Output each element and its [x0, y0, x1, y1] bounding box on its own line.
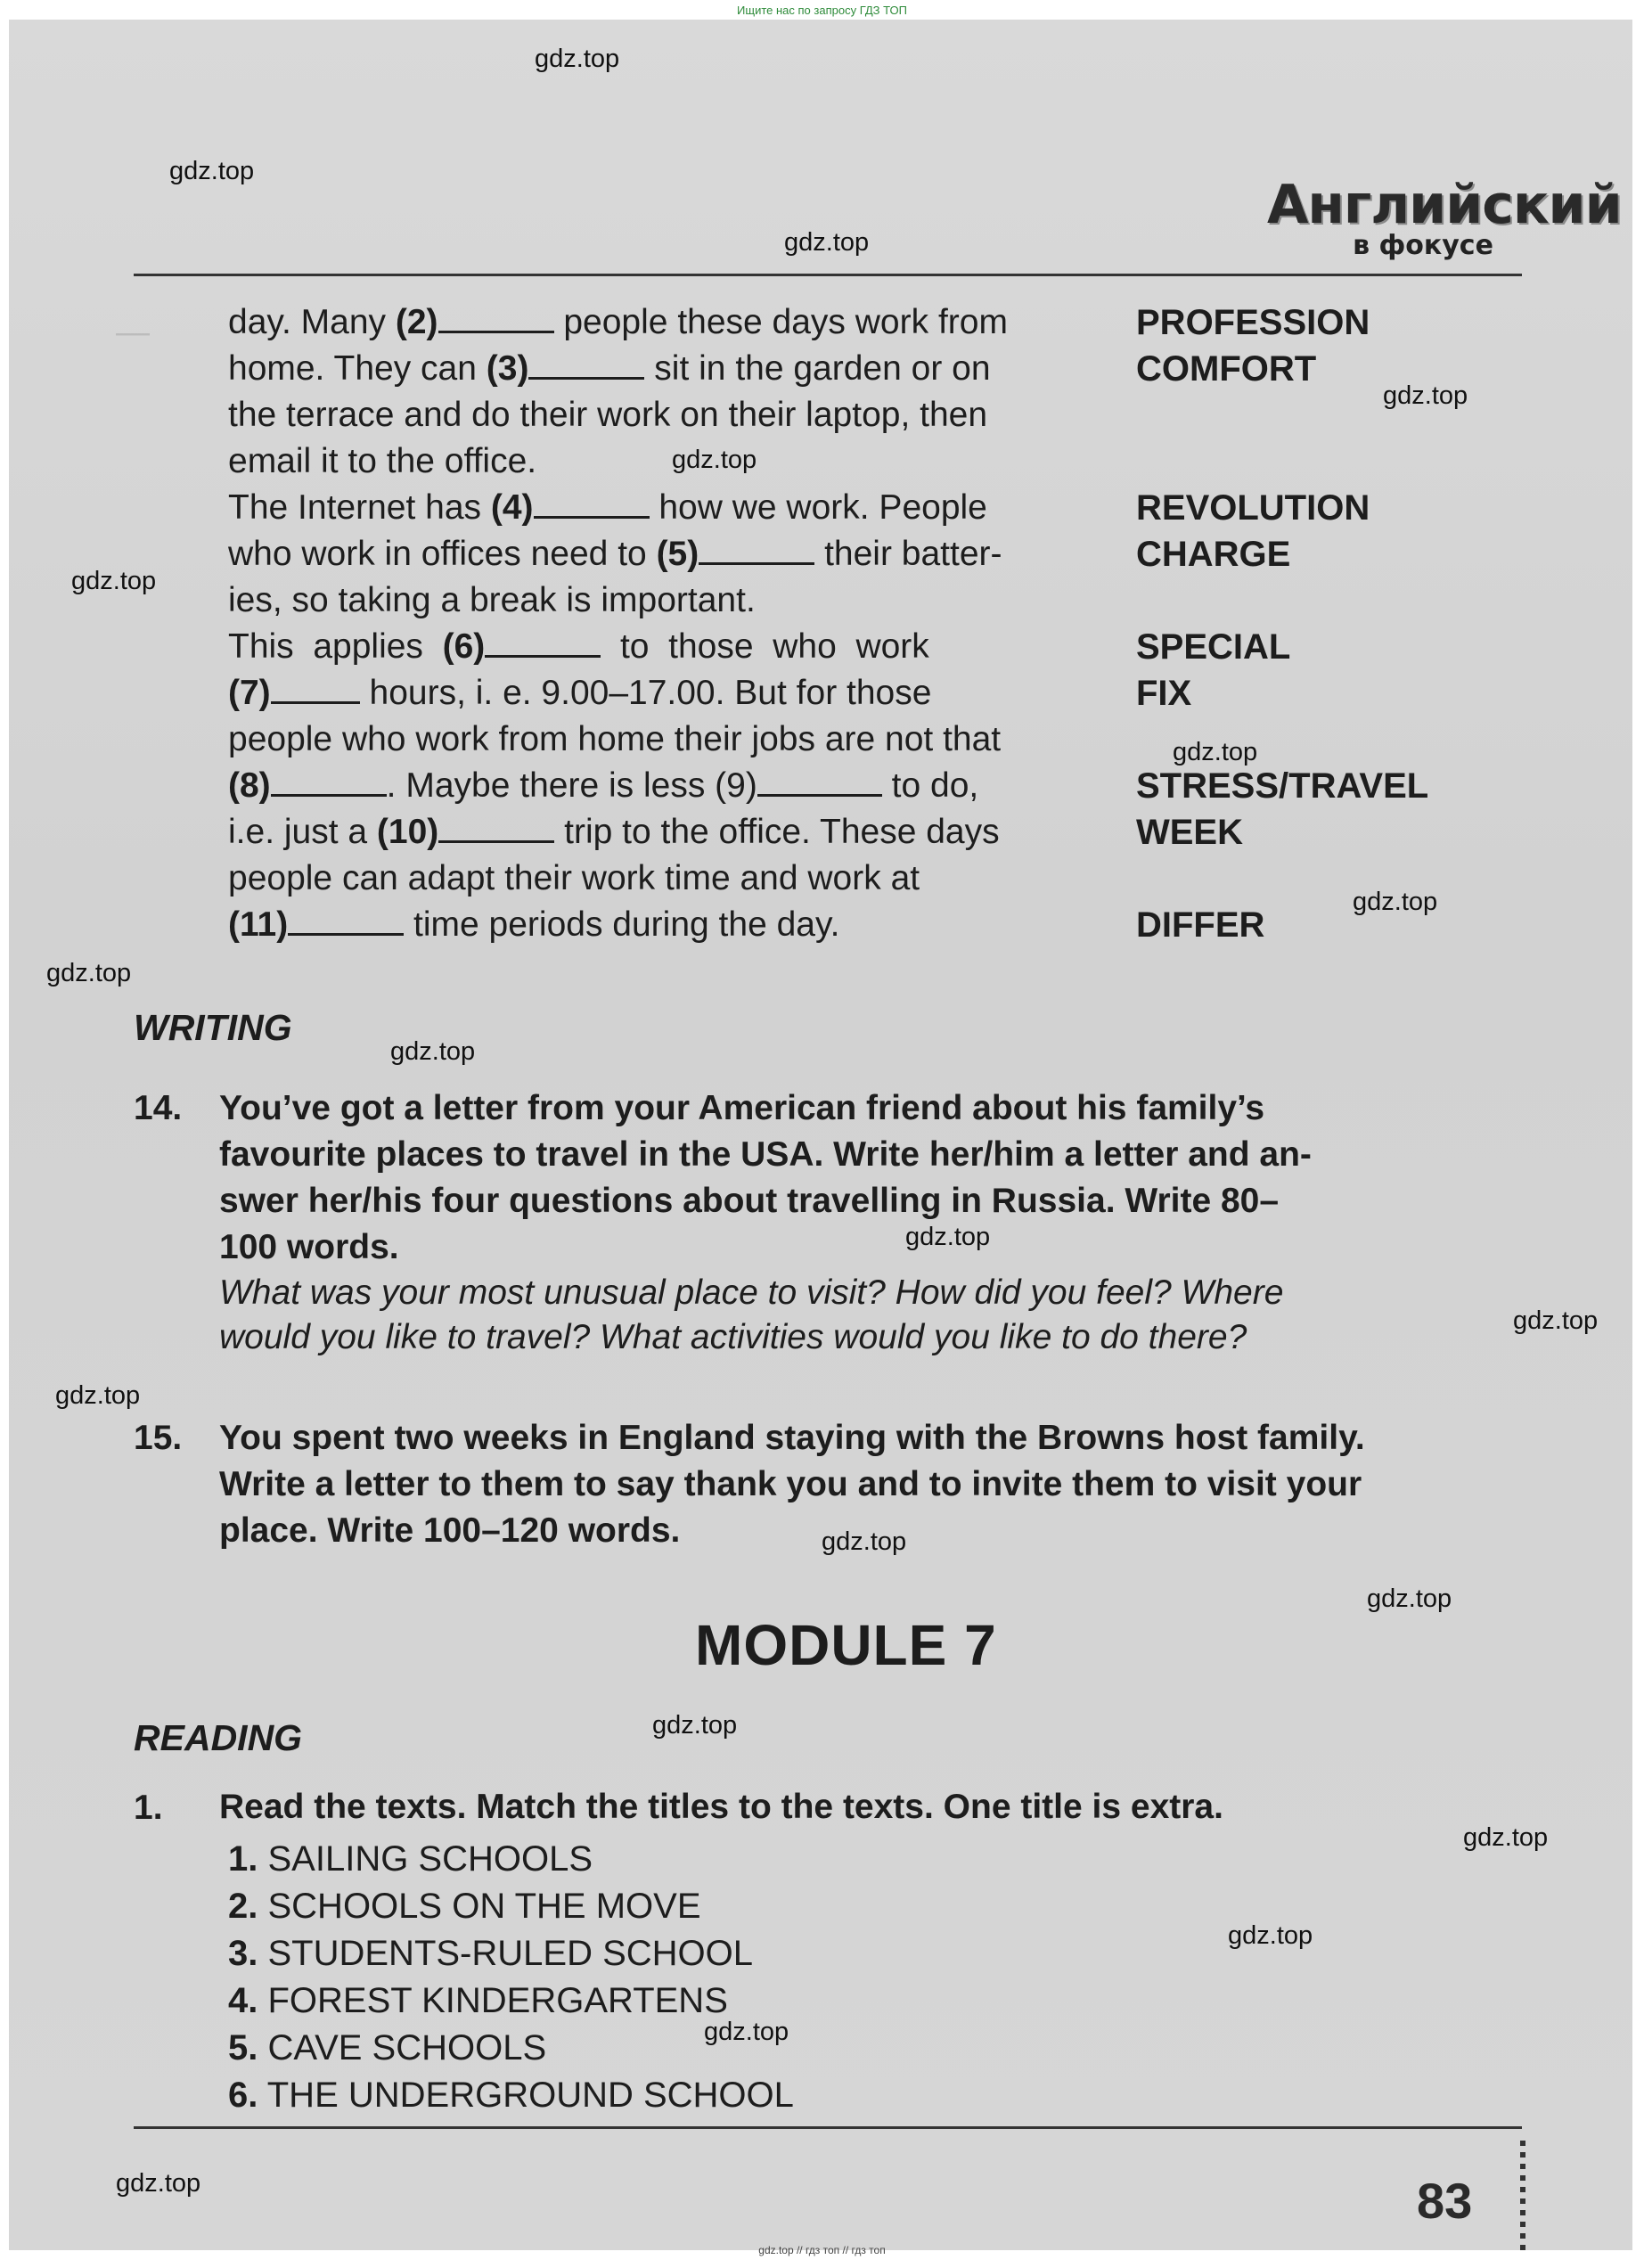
scanned-page [9, 20, 1632, 2250]
exercise-line: day. Many (2) people these days work from [228, 303, 1008, 341]
gap-number: (11) [228, 905, 289, 944]
title-option: 1. SAILING SCHOOLS [228, 1839, 593, 1879]
watermark: gdz.top [652, 1711, 738, 1740]
watermark: gdz.top [1463, 1823, 1549, 1852]
watermark: gdz.top [672, 446, 757, 474]
gap-number: (6) [442, 627, 486, 666]
watermark: gdz.top [1353, 888, 1438, 916]
title-option: 6. THE UNDERGROUND SCHOOL [228, 2076, 794, 2115]
exercise-line: email it to the office. [228, 442, 537, 480]
answer-blank[interactable] [438, 814, 554, 843]
watermark: gdz.top [390, 1037, 476, 1066]
logo-title: Английский [1267, 174, 1622, 236]
watermark: gdz.top [55, 1381, 141, 1410]
exercise-line: ies, so taking a break is important. [228, 581, 756, 619]
watermark: gdz.top [46, 959, 132, 987]
keyword: STRESS/TRAVEL [1136, 766, 1429, 806]
task-14-questions: What was your most unusual place to visit? How did you feel? Where would you like to travel? What activities would you like to do there? [219, 1273, 1284, 1356]
watermark: gdz.top [1228, 1921, 1313, 1950]
writing-heading: WRITING [134, 1007, 292, 1048]
task-number: 15. [134, 1419, 183, 1457]
footer-text: gdz.top // гдз топ // гдз топ [758, 2244, 886, 2256]
exercise-line: (7) hours, i. e. 9.00–17.00. But for those [228, 674, 932, 712]
watermark: gdz.top [905, 1223, 991, 1251]
watermark: gdz.top [535, 45, 620, 73]
title-option: 3. STUDENTS-RULED SCHOOL [228, 1934, 753, 1973]
gap-number: (4) [490, 488, 534, 527]
reading-heading: READING [134, 1717, 303, 1758]
answer-blank[interactable] [485, 628, 601, 658]
gap-number: (7) [228, 674, 271, 712]
exercise-line: (11) time periods during the day. [228, 905, 840, 944]
task-number: 14. [134, 1089, 183, 1127]
keyword: COMFORT [1136, 349, 1317, 389]
answer-blank[interactable] [438, 304, 554, 333]
task-15-text: You spent two weeks in England staying with the Browns host family. Write a letter to them to say thank you and to invite them to visit your place. Write 100–120 words. [219, 1419, 1365, 1550]
task-1-text: Read the texts. Match the titles to the texts. One title is extra. [219, 1788, 1223, 1826]
keyword: PROFESSION [1136, 303, 1370, 342]
keyword: WEEK [1136, 813, 1243, 852]
watermark: gdz.top [169, 157, 255, 185]
gap-number: (3) [486, 349, 529, 388]
answer-blank[interactable] [534, 489, 650, 519]
keyword: SPECIAL [1136, 627, 1291, 667]
watermark: gdz.top [704, 2018, 789, 2046]
exercise-line: people can adapt their work time and work at [228, 859, 920, 897]
answer-blank[interactable] [528, 350, 644, 380]
bleed-through-text: — [116, 314, 150, 351]
keyword: FIX [1136, 674, 1192, 713]
answer-blank[interactable] [699, 536, 814, 565]
watermark: gdz.top [1513, 1306, 1599, 1335]
answer-blank[interactable] [271, 767, 387, 797]
title-option: 2. SCHOOLS ON THE MOVE [228, 1887, 701, 1926]
watermark: gdz.top [1383, 381, 1468, 410]
watermark: gdz.top [1367, 1584, 1452, 1613]
exercise-line: This applies (6) to those who work [228, 627, 929, 666]
exercise-line: home. They can (3) sit in the garden or on [228, 349, 991, 388]
keyword: CHARGE [1136, 535, 1291, 574]
answer-blank[interactable] [288, 906, 404, 936]
module-title: MODULE 7 [695, 1613, 997, 1677]
exercise-line: people who work from home their jobs are not that [228, 720, 1002, 758]
logo-subtitle: в фокусе [1353, 230, 1493, 261]
exercise-line: (8) . Maybe there is less (9) to do, [228, 766, 979, 805]
title-option: 4. FOREST KINDERGARTENS [228, 1981, 728, 2020]
watermark: gdz.top [784, 228, 870, 257]
textbook-logo [1267, 174, 1622, 261]
answer-blank[interactable] [271, 675, 360, 704]
top-search-link[interactable]: Ищите нас по запросу ГДЗ ТОП [737, 4, 907, 17]
page-number: 83 [1417, 2173, 1473, 2229]
watermark: gdz.top [822, 1527, 907, 1556]
gap-number: (5) [656, 535, 699, 573]
keyword: REVOLUTION [1136, 488, 1370, 528]
watermark: gdz.top [1173, 738, 1258, 766]
title-option: 5. CAVE SCHOOLS [228, 2028, 547, 2067]
exercise-line: who work in offices need to (5) their batter- [228, 535, 1002, 573]
exercise-line: i.e. just a (10) trip to the office. These days [228, 813, 1000, 851]
gap-number: (2) [395, 303, 438, 341]
gap-number: (10) [376, 813, 439, 851]
watermark: gdz.top [71, 567, 157, 595]
task-14-text: You’ve got a letter from your American friend about his family’s favourite places to travel in the USA. Write her/him a letter and an- swer her/his four questions about travelling in Russia. Write 80– 100 words. [219, 1089, 1312, 1266]
watermark: gdz.top [116, 2169, 201, 2198]
header-rule [134, 274, 1522, 276]
keyword: DIFFER [1136, 905, 1265, 945]
gap-number: (8) [228, 766, 271, 805]
exercise-line: the terrace and do their work on their laptop, then [228, 396, 988, 434]
footer-rule [134, 2126, 1522, 2129]
answer-blank[interactable] [757, 767, 882, 797]
task-number: 1. [134, 1789, 163, 1827]
page-edge-dots [1520, 2141, 1525, 2256]
exercise-line: The Internet has (4) how we work. People [228, 488, 987, 527]
